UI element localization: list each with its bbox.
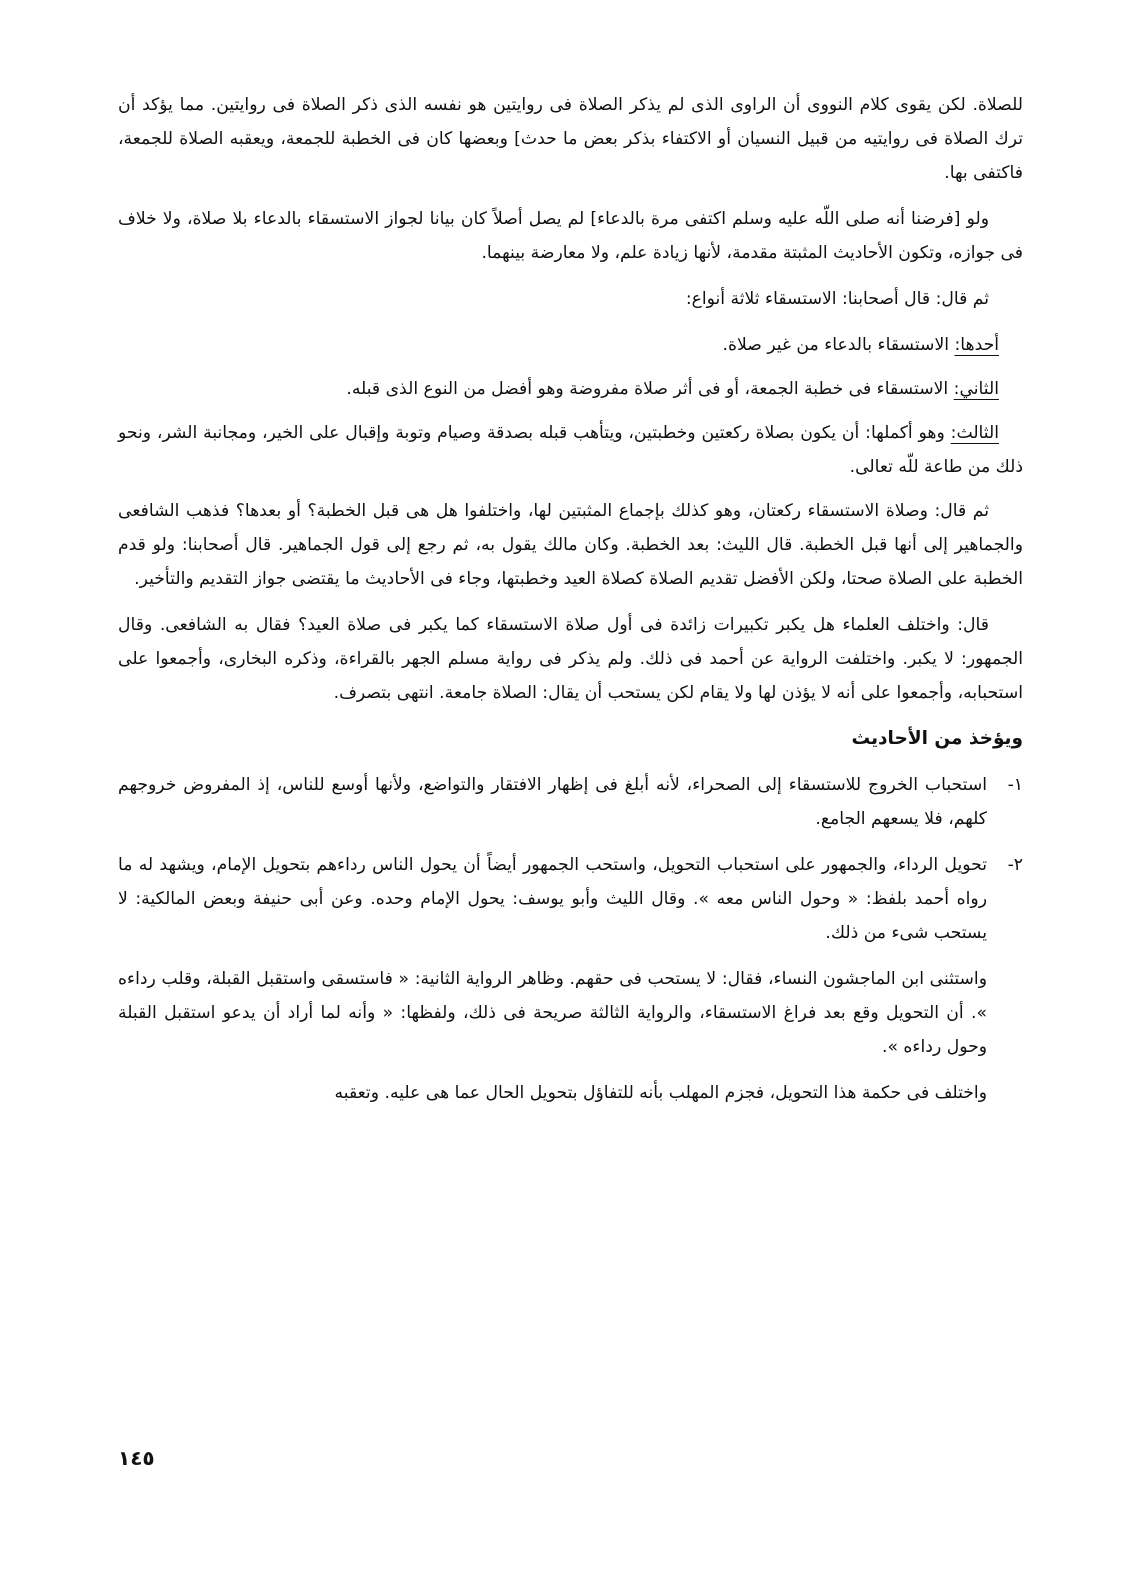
- page-number: ١٤٥: [118, 1446, 155, 1470]
- page-body: [118, 88, 1023, 1122]
- paragraph-3: ثم قال: قال أصحابنا: الاستسقاء ثلاثة أنواع:: [685, 289, 989, 309]
- type-label-1: أحدها:: [954, 335, 999, 355]
- paragraph-2: ولو [فرضنا أنه صلى اللّه عليه وسلم اكتفى مرة بالدعاء] لم يصل أصلاً كان بيانا لجواز الاستسقاء بالدعاء بلا صلاة، ولا خلاف فى جوازه، وتكون الأحاديث المثبتة مقدمة، لأنها زيادة علم، ولا معارضة بينهما.: [118, 209, 1023, 263]
- list-text-2: تحويل الرداء، والجمهور على استحباب التحويل، واستحب الجمهور أيضاً أن يحول الناس رداءهم بتحويل الإمام، ويشهد له ما رواه أحمد بلفظ: « وحول الناس معه ». وقال الليث وأبو يوسف: يحول الإمام وحده. وعن أبى حنيفة وبعض المالكية: لا يستحب شىء من ذلك.: [118, 855, 987, 943]
- list-item: [118, 768, 1023, 836]
- list-number-1: ١-: [1007, 775, 1023, 795]
- continued-paragraph-1: واستثنى ابن الماجشون النساء، فقال: لا يستحب فى حقهم. وظاهر الرواية الثانية: « فاستسقى واستقبل القبلة، وقلب رداءه ». أن التحويل وقع بعد فراغ الاستسقاء، والرواية الثالثة صريحة فى ذلك، ولفظها: « وأنه لما أراد أن يدعو استقبل القبلة وحول رداءه ».: [118, 969, 987, 1057]
- list-item: [118, 848, 1023, 950]
- continued-paragraph-2: واختلف فى حكمة هذا التحويل، فجزم المهلب بأنه للتفاؤل بتحويل الحال عما هى عليه. وتعقبه: [334, 1083, 987, 1103]
- type-item-1: [118, 328, 999, 362]
- type-text-1: الاستسقاء بالدعاء من غير صلاة.: [722, 335, 955, 355]
- section-heading: ويؤخذ من الأحاديث: [851, 728, 1023, 749]
- list-text-1: استحباب الخروج للاستسقاء إلى الصحراء، لأنه أبلغ فى إظهار الافتقار والتواضع، ولأنها أوسع للناس، إذ المفروض خروجهم كلهم، فلا يسعهم الجامع.: [118, 775, 987, 829]
- type-label-3: الثالث:: [950, 423, 999, 443]
- type-label-2: الثاني:: [953, 379, 999, 399]
- type-text-3: وهو أكملها: أن يكون بصلاة ركعتين وخطبتين، ويتأهب قبله بصدقة وصيام وتوبة وإقبال على الخير، ومجانبة الشر، ونحو ذلك من طاعة للّه تعالى.: [118, 423, 1023, 477]
- paragraph-4: ثم قال: وصلاة الاستسقاء ركعتان، وهو كذلك بإجماع المثبتين لها، واختلفوا هل هى قبل الخطبة؟ أو بعدها؟ فذهب الشافعى والجماهير إلى أنها قبل الخطبة. قال الليث: بعد الخطبة. وكان مالك يقول به، ثم رجع إلى قول الجماهير. قال أصحابنا: ولو قدم الخطبة على الصلاة صحتا، ولكن الأفضل تقديم الصلاة كصلاة العيد وخطبتها، وجاء فى الأحاديث ما يقتضى جواز التقديم والتأخير.: [118, 501, 1023, 589]
- type-item-2: [118, 372, 999, 406]
- type-item-3: [118, 416, 1023, 484]
- paragraph-1: للصلاة. لكن يقوى كلام النووى أن الراوى الذى لم يذكر الصلاة فى روايتين هو نفسه الذى ذكر الصلاة فى روايتين. مما يؤكد أن ترك الصلاة فى روايتيه من قبيل النسيان أو الاكتفاء بذكر بعض ما حدث] وبعضها كان فى الخطبة للجمعة، ويعقبه الصلاة للجمعة، فاكتفى بها.: [118, 95, 1023, 183]
- paragraph-5: قال: واختلف العلماء هل يكبر تكبيرات زائدة فى أول صلاة الاستسقاء كما يكبر فى صلاة العيد؟ فقال به الشافعى. وقال الجمهور: لا يكبر. واختلفت الرواية عن أحمد فى ذلك. ولم يذكر فى رواية مسلم الجهر بالقراءة، وذكره البخارى، وأجمعوا على استحبابه، وأجمعوا على أنه لا يؤذن لها ولا يقام لكن يستحب أن يقال: الصلاة جامعة. انتهى بتصرف.: [118, 615, 1023, 703]
- type-text-2: الاستسقاء فى خطبة الجمعة، أو فى أثر صلاة مفروضة وهو أفضل من النوع الذى قبله.: [346, 379, 954, 399]
- list-number-2: ٢-: [1007, 855, 1023, 875]
